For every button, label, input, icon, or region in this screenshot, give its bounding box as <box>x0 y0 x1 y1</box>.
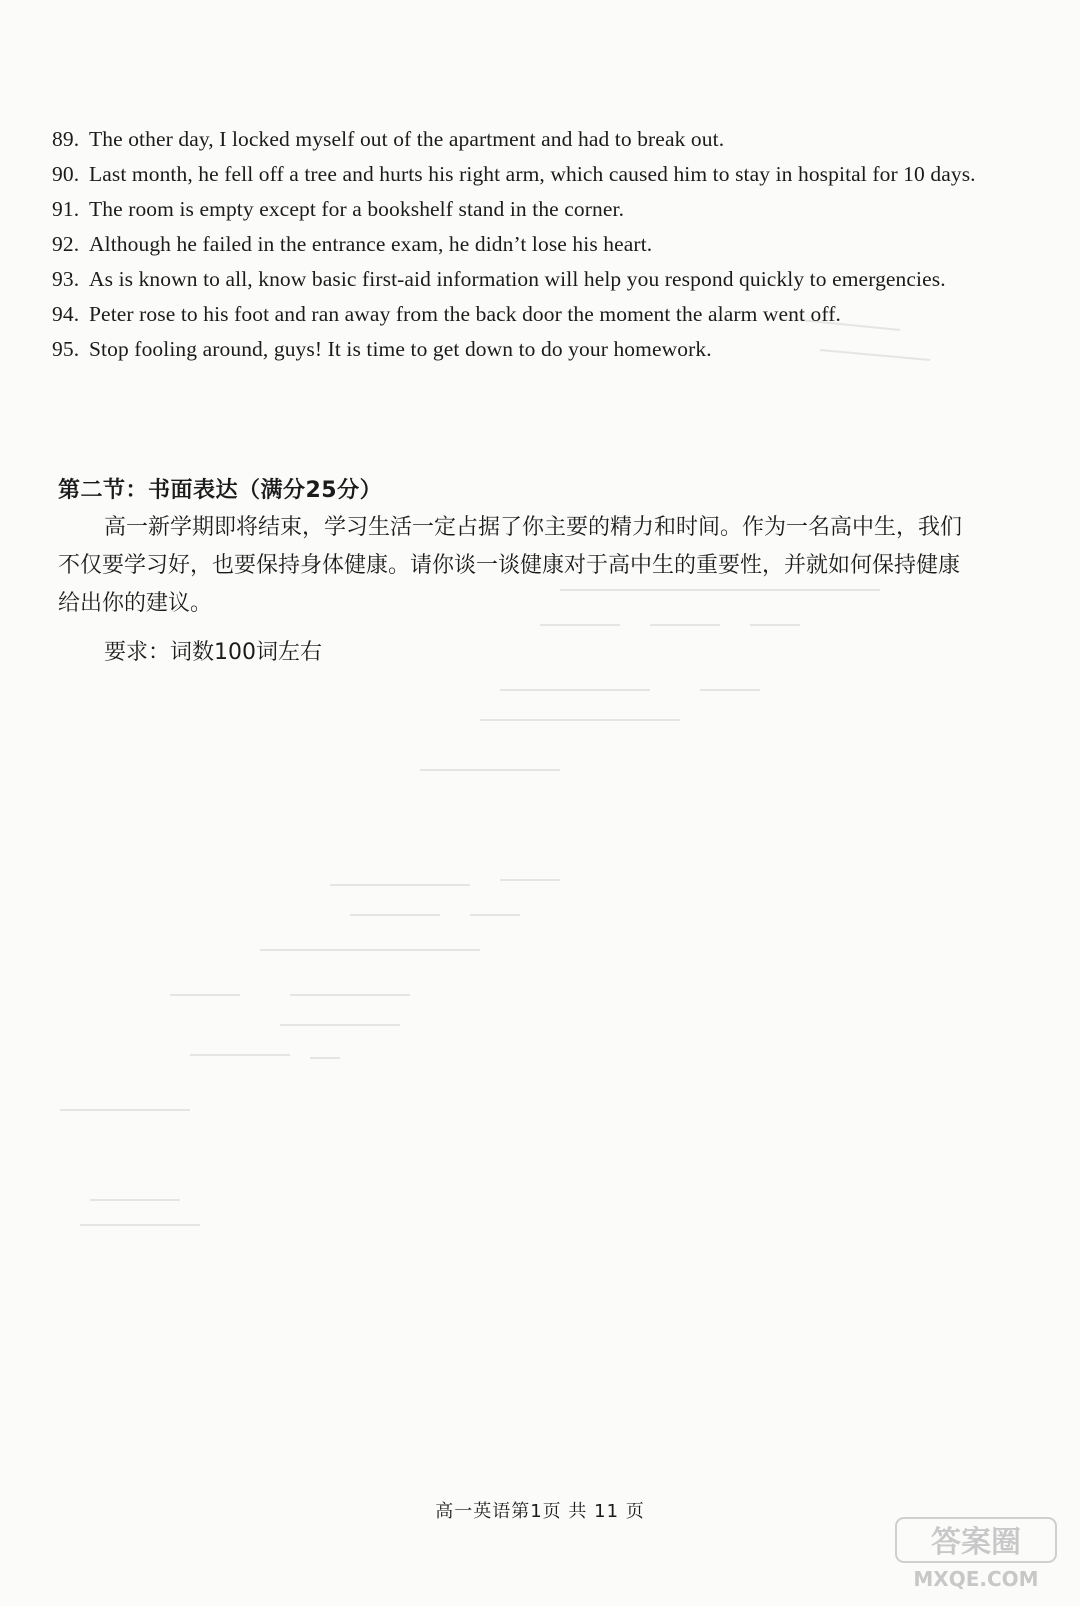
question-number: 89. <box>52 127 80 151</box>
question-number: 94. <box>52 302 80 326</box>
question-item <box>52 157 1012 192</box>
question-number: 92. <box>52 232 80 256</box>
question-text: The room is empty except for a bookshelf stand in the corner. <box>89 197 625 221</box>
question-text: Peter rose to his foot and ran away from the back door the moment the alarm went off. <box>89 302 842 326</box>
watermark-bottom-text: MXQE.COM <box>913 1567 1039 1591</box>
watermark-top-text: 答案圈 <box>931 1525 1021 1560</box>
question-text: Last month, he fell off a tree and hurts his right arm, which caused him to stay in hospital for 10 days. <box>89 162 976 186</box>
word-count-requirement: 要求：词数100词左右 <box>104 640 322 665</box>
page-footer: 高一英语第1页 共 11 页 <box>435 1501 645 1522</box>
question-item <box>52 227 1012 262</box>
question-text: As is known to all, know basic first-aid information will help you respond quickly to emergencies. <box>89 267 946 291</box>
question-number: 91. <box>52 197 80 221</box>
question-item <box>52 122 1012 157</box>
writing-prompt: 高一新学期即将结束，学习生活一定占据了你主要的精力和时间。作为一名高中生，我们不仅要学习好，也要保持身体健康。请你谈一谈健康对于高中生的重要性，并就如何保持健康给出你的建议。 <box>58 515 963 616</box>
question-number: 93. <box>52 267 80 291</box>
question-text: Stop fooling around, guys! It is time to get down to do your homework. <box>89 337 712 361</box>
question-item <box>52 332 1012 367</box>
site-watermark-logo <box>892 1514 1062 1592</box>
question-item <box>52 297 1012 332</box>
question-number: 90. <box>52 162 80 186</box>
translation-correction-questions <box>52 122 1012 367</box>
question-text: Although he failed in the entrance exam, he didn’t lose his heart. <box>89 232 653 256</box>
question-item <box>52 192 1012 227</box>
question-item <box>52 262 1012 297</box>
writing-section-title: 第二节：书面表达（满分25分） <box>58 478 383 503</box>
question-number: 95. <box>52 337 80 361</box>
question-text: The other day, I locked myself out of the apartment and had to break out. <box>89 127 725 151</box>
